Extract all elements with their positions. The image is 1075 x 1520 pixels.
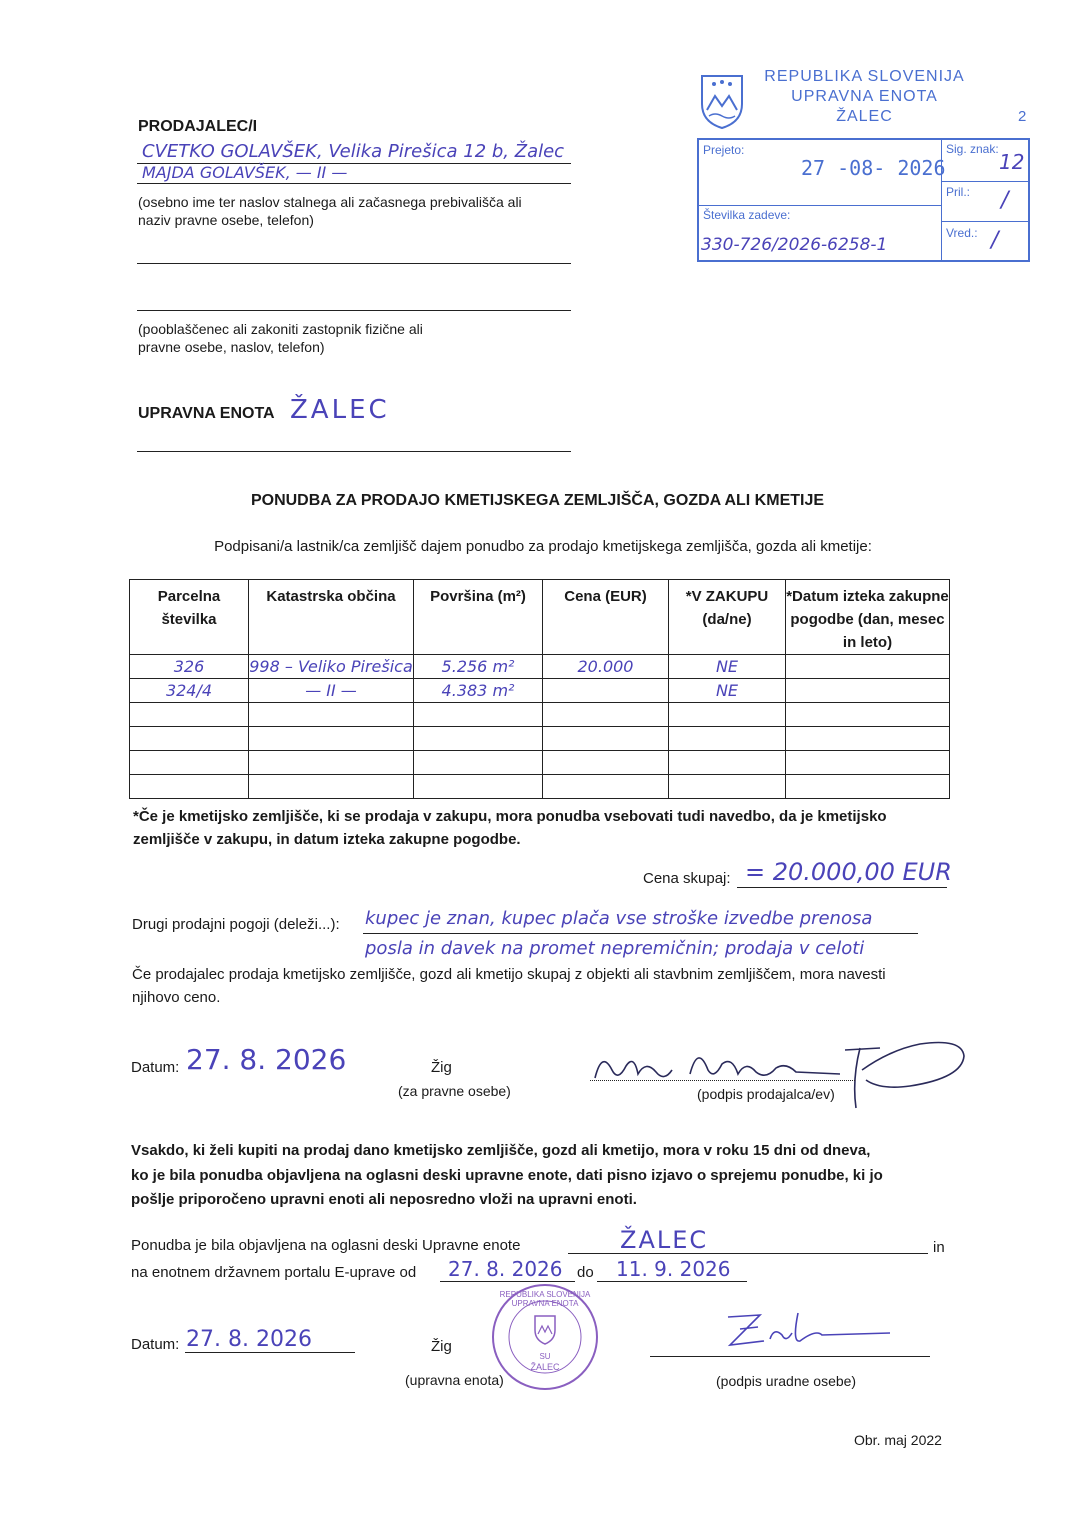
stamp-line-3: ŽALEC bbox=[836, 108, 893, 125]
other-value-1: kupec je znan, kupec plača vse stroške izvedbe prenosa bbox=[365, 908, 873, 929]
cell bbox=[543, 679, 669, 703]
round-stamp-center-2: ŽALEC bbox=[530, 1362, 560, 1372]
published-in: in bbox=[933, 1239, 945, 1256]
col-parcel: Parcelna številka bbox=[130, 580, 249, 655]
intro-text: Podpisani/a lastnik/ca zemljišč dajem ponudbo za prodajo kmetijskega zemljišča, gozda ali kmetije: bbox=[214, 538, 872, 555]
total-line bbox=[737, 887, 947, 888]
cell bbox=[414, 703, 543, 727]
date-label: Datum: bbox=[131, 1059, 180, 1076]
seal-note-legal: (za pravne osebe) bbox=[398, 1083, 511, 1099]
published-unit: ŽALEC bbox=[620, 1226, 709, 1254]
sig-value: 12 bbox=[999, 150, 1025, 174]
seller-note-2: naziv pravne osebe, telefon) bbox=[138, 212, 314, 228]
portal-to-label: do bbox=[577, 1264, 594, 1281]
portal-to-line bbox=[597, 1281, 747, 1282]
buyer-notice-2: ko je bila ponudba objavljena na oglasni deski upravne enote, dati pisno izjavo o sprejemu ponudbe, ki jo bbox=[131, 1167, 883, 1184]
pril-value: / bbox=[1001, 188, 1009, 213]
parcel-table bbox=[129, 579, 950, 799]
date2-label: Datum: bbox=[131, 1336, 180, 1353]
portal-label: na enotnem državnem portalu E-uprave od bbox=[131, 1264, 417, 1281]
round-stamp bbox=[490, 1282, 600, 1392]
table-row bbox=[130, 775, 950, 799]
cell bbox=[543, 775, 669, 799]
cell: 326 bbox=[130, 655, 249, 679]
cell bbox=[249, 751, 414, 775]
lease-note-1: *Če je kmetijsko zemljišče, ki se prodaja v zakupu, mora ponudba vsebovati tudi navedbo, da je kmetijsko bbox=[133, 808, 887, 825]
date2-line bbox=[185, 1352, 355, 1353]
cell bbox=[414, 775, 543, 799]
received-label: Prejeto: bbox=[703, 143, 745, 157]
cell bbox=[543, 751, 669, 775]
total-label: Cena skupaj: bbox=[643, 870, 731, 887]
cell: 20.000 bbox=[543, 655, 669, 679]
date-value: 27. 8. 2026 bbox=[186, 1043, 347, 1076]
published-label: Ponudba je bila objavljena na oglasni deski Upravne enote bbox=[131, 1237, 521, 1254]
seller-note-1: (osebno ime ter naslov stalnega ali začasnega prebivališča ali bbox=[138, 194, 522, 210]
cell bbox=[786, 751, 950, 775]
portal-to: 11. 9. 2026 bbox=[616, 1257, 731, 1281]
published-unit-line bbox=[568, 1253, 928, 1254]
file-label: Številka zadeve: bbox=[703, 208, 791, 222]
col-cadastre: Katastrska občina bbox=[249, 580, 414, 655]
pril-label: Pril.: bbox=[946, 185, 970, 199]
objects-note-1: Če prodajalec prodaja kmetijsko zemljišče, gozd ali kmetijo skupaj z objekti ali stavbnim zemljiščem, mora navesti bbox=[132, 966, 886, 983]
form-version: Obr. maj 2022 bbox=[854, 1432, 942, 1448]
table-row bbox=[130, 751, 950, 775]
other-value-2: posla in davek na promet nepremičnin; prodaja v celoti bbox=[365, 938, 865, 959]
coat-of-arms-icon bbox=[697, 70, 747, 132]
seller-name-line-2: MAJDA GOLAVŠEK, — II — bbox=[142, 163, 348, 182]
official-signature-line bbox=[650, 1356, 930, 1357]
cell bbox=[786, 727, 950, 751]
vred-label: Vred.: bbox=[946, 226, 978, 240]
cell bbox=[414, 727, 543, 751]
cell bbox=[543, 727, 669, 751]
rep-line bbox=[137, 310, 571, 311]
official-signature-note: (podpis uradne osebe) bbox=[716, 1373, 857, 1389]
cell bbox=[130, 727, 249, 751]
unit-label: UPRAVNA ENOTA bbox=[138, 405, 275, 422]
other-line bbox=[363, 933, 918, 934]
seal-note-unit: (upravna enota) bbox=[405, 1372, 504, 1388]
cell bbox=[669, 703, 786, 727]
cell bbox=[130, 751, 249, 775]
cell: 324/4 bbox=[130, 679, 249, 703]
cell bbox=[786, 703, 950, 727]
unit-line bbox=[137, 451, 571, 452]
cell bbox=[786, 679, 950, 703]
cell bbox=[249, 727, 414, 751]
seller-signature-note: (podpis prodajalca/ev) bbox=[697, 1086, 835, 1102]
unit-value: ŽALEC bbox=[290, 395, 390, 425]
cell bbox=[249, 775, 414, 799]
received-date: 27 -08- 2026 bbox=[801, 156, 946, 180]
objects-note-2: njihovo ceno. bbox=[132, 989, 221, 1006]
col-lease-end: *Datum izteka zakupne pogodbe (dan, mesec in leto) bbox=[786, 580, 950, 655]
stamp-line-1: REPUBLIKA SLOVENIJA bbox=[764, 68, 965, 85]
date2-value: 27. 8. 2026 bbox=[186, 1327, 312, 1352]
seller-line-2 bbox=[137, 183, 571, 184]
cell bbox=[669, 727, 786, 751]
official-signature-icon bbox=[720, 1305, 900, 1355]
cell: — II — bbox=[249, 679, 414, 703]
seal2-label: Žig bbox=[431, 1338, 452, 1355]
form-title: PONUDBA ZA PRODAJO KMETIJSKEGA ZEMLJIŠČA, GOZDA ALI KMETIJE bbox=[250, 492, 825, 509]
col-lease: *V ZAKUPU (da/ne) bbox=[669, 580, 786, 655]
cell bbox=[414, 751, 543, 775]
sig-label: Sig. znak: bbox=[946, 142, 999, 156]
cell bbox=[786, 655, 950, 679]
cell: 998 – Veliko Pirešica bbox=[249, 655, 414, 679]
cell bbox=[249, 703, 414, 727]
cell: NE bbox=[669, 679, 786, 703]
vred-value: / bbox=[991, 228, 999, 253]
col-price: Cena (EUR) bbox=[543, 580, 669, 655]
cell bbox=[669, 775, 786, 799]
round-stamp-text: REPUBLIKA SLOVENIJA UPRAVNA ENOTA bbox=[499, 1290, 591, 1308]
table-row bbox=[130, 703, 950, 727]
cell: 5.256 m² bbox=[414, 655, 543, 679]
other-label: Drugi prodajni pogoji (deleži...): bbox=[132, 916, 340, 933]
portal-from: 27. 8. 2026 bbox=[448, 1257, 563, 1281]
lease-note-2: zemljišče v zakupu, in datum izteka zakupne pogodbe. bbox=[133, 831, 521, 848]
buyer-notice-3: pošlje priporočeno upravni enoti ali neposredno vloži na upravni enoti. bbox=[131, 1191, 637, 1208]
total-value: = 20.000,00 EUR bbox=[745, 858, 952, 886]
file-value: 330-726/2026-6258-1 bbox=[701, 235, 888, 255]
seller-line-3 bbox=[137, 263, 571, 264]
stamp-header bbox=[752, 67, 977, 127]
cell bbox=[669, 751, 786, 775]
cell: 4.383 m² bbox=[414, 679, 543, 703]
rep-note-2: pravne osebe, naslov, telefon) bbox=[138, 339, 325, 355]
cell bbox=[130, 703, 249, 727]
table-row bbox=[130, 679, 950, 703]
seller-signature-line bbox=[590, 1080, 855, 1081]
cell bbox=[130, 775, 249, 799]
seal-label: Žig bbox=[431, 1059, 452, 1076]
table-row bbox=[130, 727, 950, 751]
round-stamp-center-1: SU bbox=[539, 1352, 551, 1361]
received-stamp bbox=[697, 138, 1030, 262]
table-row bbox=[130, 655, 950, 679]
rep-note-1: (pooblaščenec ali zakoniti zastopnik fizične ali bbox=[138, 321, 423, 337]
seller-name-line-1: CVETKO GOLAVŠEK, Velika Pirešica 12 b, Žalec bbox=[142, 141, 565, 162]
buyer-notice-1: Vsakdo, ki želi kupiti na prodaj dano kmetijsko zemljišče, gozd ali kmetijo, mora v roku 15 dni od dneva, bbox=[131, 1142, 871, 1159]
cell: NE bbox=[669, 655, 786, 679]
col-area: Površina (m²) bbox=[414, 580, 543, 655]
stamp-line-2: UPRAVNA ENOTA bbox=[791, 88, 938, 105]
page-number: 2 bbox=[1018, 108, 1027, 125]
cell bbox=[786, 775, 950, 799]
cell bbox=[543, 703, 669, 727]
seller-heading: PRODAJALEC/I bbox=[138, 118, 258, 135]
